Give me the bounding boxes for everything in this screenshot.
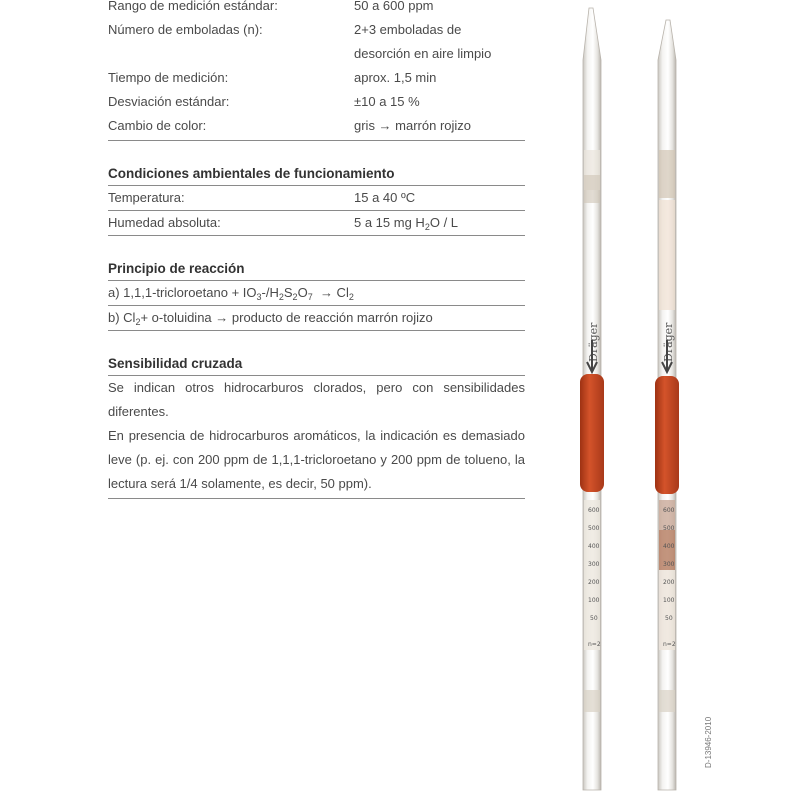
reaction-subscript: 2 (278, 292, 284, 302)
scale-label: 500 (588, 525, 600, 532)
spec-row (108, 66, 525, 90)
cross-section (108, 353, 525, 499)
reaction-line-b (108, 306, 525, 331)
scale-label: 600 (663, 507, 675, 514)
spec-label: Tiempo de medición: (108, 70, 229, 85)
scale-label: 500 (663, 525, 675, 532)
section-title: Principio de reacción (108, 258, 525, 281)
spec-row (108, 90, 525, 114)
hum-text: 5 a 15 mg H (354, 215, 425, 230)
hum-text: O / L (429, 215, 459, 230)
reaction-subscript: 2 (348, 292, 354, 302)
spec-value: gris → marrón rojizo (354, 118, 472, 133)
env-label: Temperatura: (108, 190, 185, 205)
cross-paragraph: En presencia de hidrocarburos aromáticos, la indicación es demasiado leve (p. ej. con 200 ppm de 1,1,1-tricloroetano y 200 ppm de tolueno, la lectura será 1/4 solamente, es decir, 50 ppm). (108, 424, 525, 499)
scale-label: 400 (663, 543, 675, 550)
image-code: D-13946-2010 (704, 716, 713, 768)
scale-label: 200 (663, 579, 675, 586)
spec-label: Desviación estándar: (108, 94, 230, 109)
env-table (108, 186, 525, 236)
scale-label: n=2 (588, 641, 601, 648)
reaction-text: a) 1,1,1-tricloroetano + IO (108, 285, 257, 300)
spec-value-line: desorción en aire limpio (354, 46, 492, 61)
scale-label: 100 (663, 597, 675, 604)
spec-row (108, 114, 525, 141)
section-title: Sensibilidad cruzada (108, 353, 525, 376)
spec-table (108, 0, 525, 141)
section-title: Condiciones ambientales de funcionamiento (108, 163, 525, 186)
spec-value: ±10 a 15 % (354, 94, 420, 109)
reaction-text: O (297, 285, 308, 300)
env-row (108, 211, 525, 236)
reaction-subscript: 2 (292, 292, 298, 302)
scale-label: n=2 (663, 641, 676, 648)
tube-right (655, 20, 679, 790)
hum-subscript: 2 (424, 222, 430, 232)
env-section (108, 163, 525, 236)
reaction-text: -/H (261, 285, 279, 300)
reaction-text: + o-toluidina → producto de reacción marrón rojizo (140, 310, 433, 325)
env-value (354, 211, 525, 235)
scale-label: 300 (663, 561, 675, 568)
content-column (108, 0, 525, 499)
reaction-section (108, 258, 525, 331)
cross-paragraph: Se indican otros hidrocarburos clorados, pero con sensibilidades diferentes. (108, 380, 525, 419)
reaction-text: → Cl (319, 285, 349, 300)
reaction-line-a (108, 281, 525, 306)
reaction-text: b) Cl (108, 310, 136, 325)
reaction-text: S (283, 285, 293, 300)
spec-value: aprox. 1,5 min (354, 70, 437, 85)
spec-row (108, 0, 525, 18)
reaction-subscript: 3 (256, 292, 262, 302)
spec-label: Cambio de color: (108, 118, 207, 133)
tube-left (580, 8, 604, 790)
env-row (108, 186, 525, 211)
spec-value (354, 18, 525, 66)
env-label: Humedad absoluta: (108, 215, 221, 230)
scale-label: 100 (588, 597, 600, 604)
spec-row (108, 18, 525, 66)
scale-label: 400 (588, 543, 600, 550)
spec-label: Número de emboladas (n): (108, 22, 263, 37)
tube-band (580, 374, 604, 492)
scale-label: 300 (588, 561, 600, 568)
tube-band (655, 376, 679, 494)
scale-label: 50 (665, 615, 673, 622)
scale-label: 50 (590, 615, 598, 622)
reaction-subscript: 7 (307, 292, 313, 302)
scale-label: 600 (588, 507, 600, 514)
scale-label: 200 (588, 579, 600, 586)
tubes-photo (545, 0, 745, 800)
spec-value: 50 a 600 ppm (354, 0, 434, 13)
tube-brand-label: Dräger (587, 322, 600, 362)
env-value: 15 a 40 ºC (354, 190, 416, 205)
spec-label: Rango de medición estándar: (108, 0, 278, 13)
tube-brand-label: Dräger (662, 322, 675, 362)
reaction-subscript: 2 (135, 317, 141, 327)
spec-value-line: 2+3 emboladas de (354, 22, 462, 37)
